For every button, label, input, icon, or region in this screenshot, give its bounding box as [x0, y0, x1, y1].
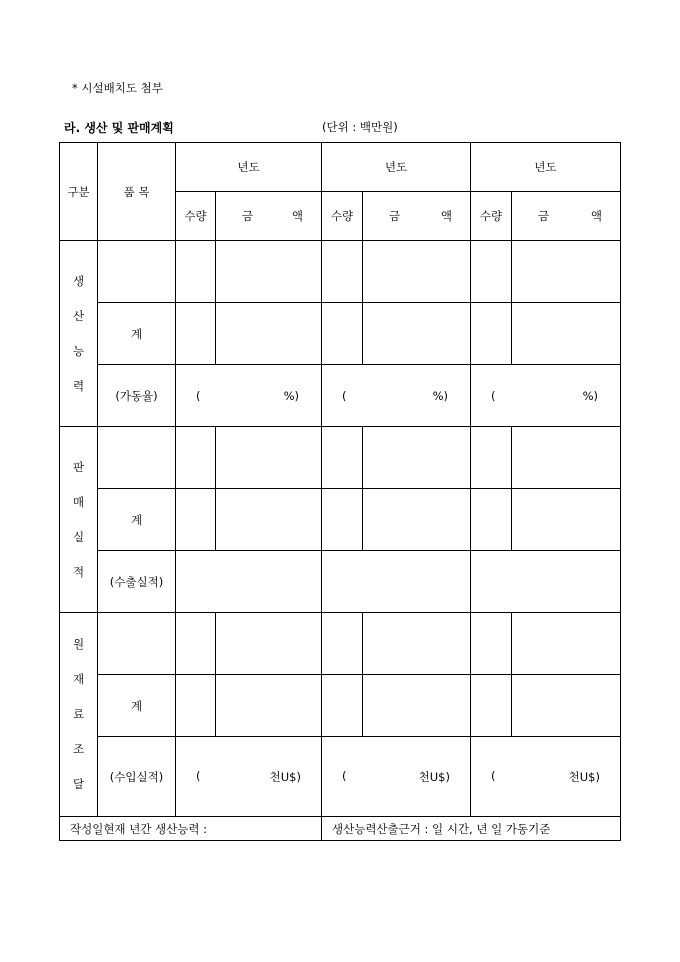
utilization-value[interactable]: ( %): [176, 365, 322, 427]
export-label: (수출실적): [98, 551, 176, 613]
unit-label: (단위 : 백만원): [322, 120, 398, 134]
materials-total-label: 계: [98, 675, 176, 737]
sales-total-label: 계: [98, 489, 176, 551]
import-value[interactable]: ( 천U$): [471, 737, 621, 817]
header-amount: 금 액: [216, 192, 322, 241]
group-sales-label: 판 매 실 적: [60, 427, 98, 613]
export-value[interactable]: [471, 551, 621, 613]
import-value[interactable]: ( 천U$): [322, 737, 471, 817]
utilization-value[interactable]: ( %): [322, 365, 471, 427]
header-category: 구분: [60, 143, 98, 241]
footer-basis: 생산능력산출근거 : 일 시간, 년 일 가동기준: [322, 817, 621, 841]
header-year-1: 년도: [176, 143, 322, 192]
header-amount: 금 액: [512, 192, 621, 241]
header-quantity: 수량: [176, 192, 216, 241]
export-value[interactable]: [322, 551, 471, 613]
attachment-note: * 시설배치도 첨부: [72, 81, 163, 95]
section-title: 라. 생산 및 판매계획: [64, 121, 174, 135]
import-label: (수입실적): [98, 737, 176, 817]
group-materials-label: 원 재 료 조 달: [60, 613, 98, 817]
header-year-3: 년도: [471, 143, 621, 192]
item-cell[interactable]: [98, 613, 176, 675]
footer-capacity: 작성일현재 년간 생산능력 :: [60, 817, 322, 841]
header-year-2: 년도: [322, 143, 471, 192]
utilization-value[interactable]: ( %): [471, 365, 621, 427]
utilization-label: (가동율): [98, 365, 176, 427]
header-quantity: 수량: [322, 192, 363, 241]
item-cell[interactable]: [98, 241, 176, 303]
header-quantity: 수량: [471, 192, 512, 241]
production-total-label: 계: [98, 303, 176, 365]
header-item: 품 목: [98, 143, 176, 241]
group-production-label: 생 산 능 력: [60, 241, 98, 427]
header-amount: 금 액: [363, 192, 471, 241]
item-cell[interactable]: [98, 427, 176, 489]
import-value[interactable]: ( 천U$): [176, 737, 322, 817]
production-sales-table: [59, 142, 621, 841]
export-value[interactable]: [176, 551, 322, 613]
